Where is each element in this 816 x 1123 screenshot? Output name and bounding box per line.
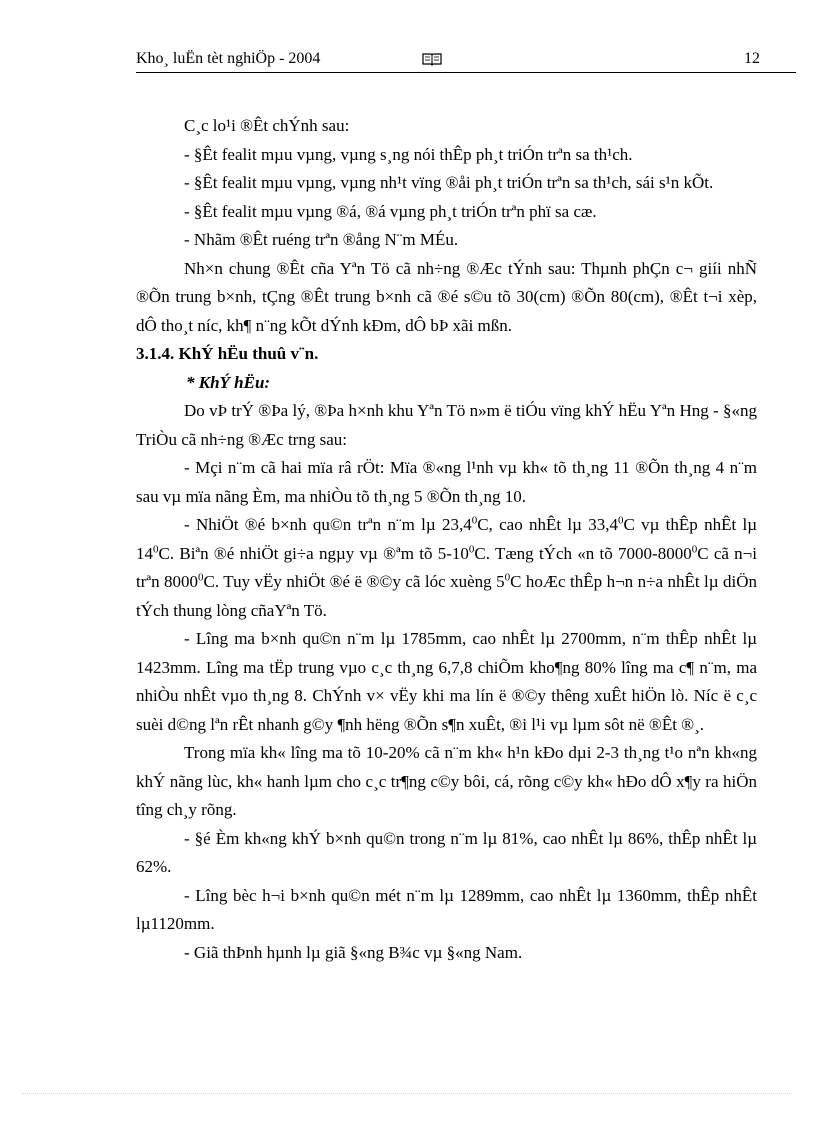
paragraph: Nh×n chung ®Êt cña Yªn Tö cã nh÷ng ®Æc tÝnh sau: Thµnh phÇn c¬ giíi nhÑ ®Õn trung b×nh, tÇng ®Êt trung b×nh cã ®é s©u tõ 30(cm) ®Õn 80(cm), ®Êt t¬i xèp, dÔ tho¸t níc, kh¶ n¨ng kÕt dÝnh kÐm, dÔ bÞ xãi mßn.	[136, 258, 757, 335]
degree-sup: 0	[153, 542, 159, 555]
text-run: C vµ thÊp nhÊt lµ 14	[136, 515, 757, 563]
text-run: C. Biªn ®é nhiÖt gi÷a ngµy vµ ®ªm tõ 5-10	[158, 543, 469, 563]
document-body	[136, 112, 757, 967]
paragraph: - §Êt fealit mµu vµng ®á, ®á vµng ph¸t triÓn trªn phï sa cæ.	[184, 201, 597, 221]
paragraph: Do vÞ trÝ ®Þa lý, ®Þa h×nh khu Yªn Tö n»m ë tiÓu vïng khÝ hËu Yªn Hng - §«ng TriÒu cã nh÷ng ®Æc trng sau:	[136, 401, 757, 449]
text-run: C. Tuy vËy nhiÖt ®é ë ®©y cã lóc xuèng 5	[203, 572, 505, 591]
text-run: C cã n¬i trªn 8000	[136, 543, 757, 591]
paragraph: - Lîng ma b×nh qu©n n¨m lµ 1785mm, cao nhÊt lµ 2700mm, n¨m thÊp nhÊt lµ 1423mm. Lîng ma tËp trung vµo c¸c th¸ng 6,7,8 chiÕm kho¶ng 80% lîng ma c¶ n¨m, ma nhiÒu nhÊt vµo th¸ng 8. ChÝnh v× vËy khi ma lín ë ®©y thêng xuÊt hiÖn lò. Níc ë c¸c suèi d©ng lªn rÊt nhanh g©y ¶nh hëng ®Õn s¶n xuÊt, ®i l¹i vµ lµm sôt në ®Êt ®¸.	[136, 629, 757, 734]
paragraph: - Mçi n¨m cã hai mïa râ rÖt: Mïa ®«ng l¹nh vµ kh« tõ th¸ng 11 ®Õn th¸ng 4 n¨m sau vµ mïa nãng Èm, ma nhiÒu tõ th¸ng 5 ®Õn th¸ng 10.	[136, 458, 757, 506]
degree-sup: 0	[198, 571, 204, 584]
paragraph: C¸c lo¹i ®Êt chÝnh sau:	[184, 116, 350, 135]
subsection-heading: * KhÝ hËu:	[186, 372, 271, 392]
text-run: C. Tæng tÝch «n tõ 7000-8000	[474, 543, 692, 563]
degree-sup: 0	[468, 542, 475, 555]
degree-sup: 0	[471, 514, 478, 527]
section-heading: 3.1.4. KhÝ hËu thuû v¨n.	[136, 344, 319, 363]
text-run: - NhiÖt ®é b×nh qu©n trªn n¨m lµ 23,4	[184, 515, 472, 534]
paragraph: - Nhãm ®Êt ruéng trªn ®ång N¨m MÉu.	[184, 230, 459, 249]
page-header	[136, 50, 796, 73]
paragraph: Trong mïa kh« lîng ma tõ 10-20% cã n¨m kh« h¹n kÐo dµi 2-3 th¸ng t¹o nªn kh«ng khÝ nãng lùc, kh« hanh lµm cho c¸c tr¶ng c©y bôi, cá, rõng c©y kh« hÐo dÔ x¶y ra hiÖn tîng ch¸y rõng.	[136, 743, 757, 819]
paragraph: - §Êt fealit mµu vµng, vµng s¸ng nói thÊp ph¸t triÓn trªn sa th¹ch.	[184, 144, 633, 164]
open-book-icon	[422, 52, 442, 66]
degree-sup: 0	[504, 571, 511, 584]
paragraph: - Giã thÞnh hµnh lµ giã §«ng B¾c vµ §«ng Nam.	[184, 942, 523, 962]
degree-sup: 0	[617, 514, 624, 527]
paragraph: - §é Èm kh«ng khÝ b×nh qu©n trong n¨m lµ 81%, cao nhÊt lµ 86%, thÊp nhÊt lµ 62%.	[136, 828, 757, 876]
paragraph: - Lîng bèc h¬i b×nh qu©n mét n¨m lµ 1289mm, cao nhÊt lµ 1360mm, thÊp nhÊt lµ1120mm.	[136, 885, 757, 933]
paragraph: - §Êt fealit mµu vµng, vµng nh¹t vïng ®åi ph¸t triÓn trªn sa th¹ch, sái s¹n kÕt.	[184, 173, 714, 192]
text-run: C, cao nhÊt lµ 33,4	[477, 515, 618, 534]
paragraph-temperature	[136, 511, 757, 625]
header-title: Kho¸ luËn tèt nghiÖp - 2004	[136, 50, 321, 67]
text-run: C hoÆc thÊp h¬n n÷a nhÊt lµ diÖn tÝch thung lòng cñaYªn Tö.	[136, 572, 758, 620]
degree-sup: 0	[691, 542, 698, 555]
page-bottom-divider	[22, 1093, 792, 1094]
page-number: 12	[744, 50, 760, 67]
